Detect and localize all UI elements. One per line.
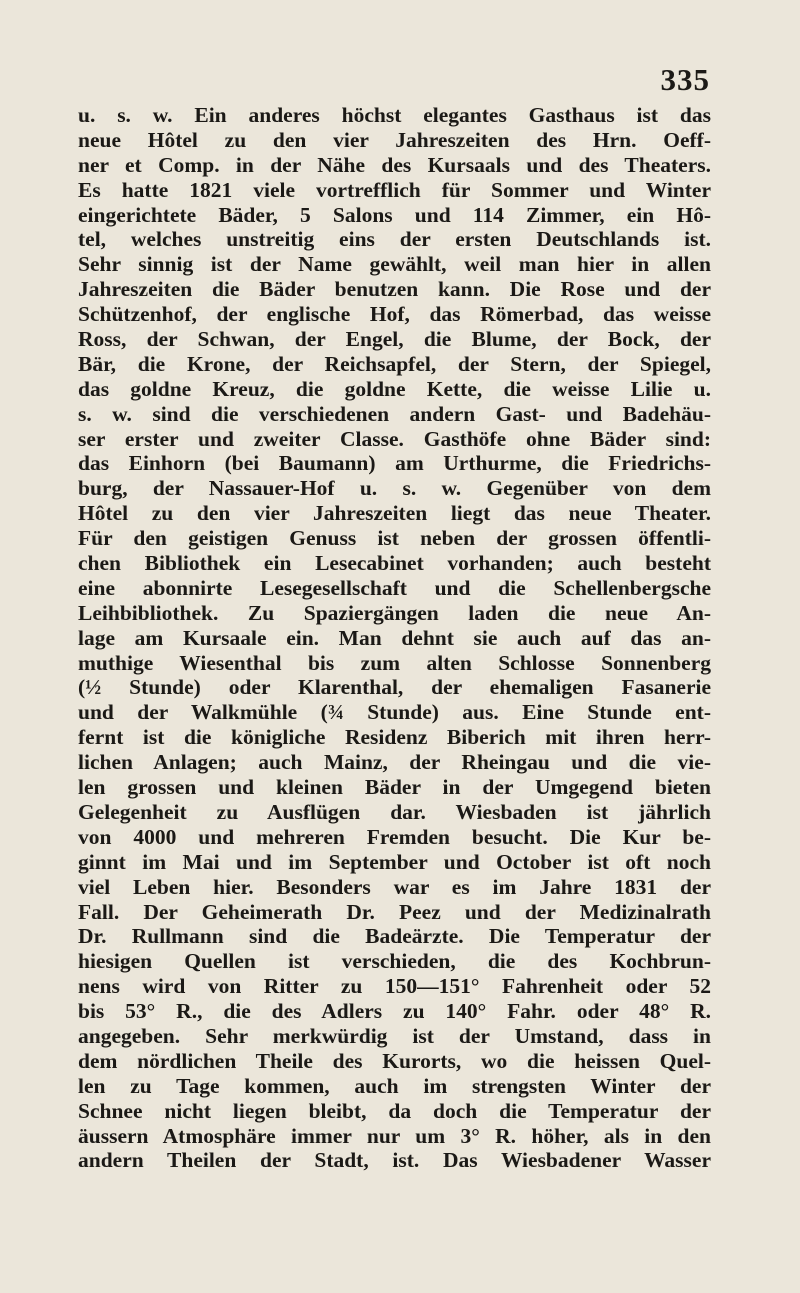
text-line: das Einhorn (bei Baumann) am Urthurme, die Friedrichs- <box>78 451 711 476</box>
text-line: bis 53° R., die des Adlers zu 140° Fahr. oder 48° R. <box>78 999 711 1024</box>
text-line: ginnt im Mai und im September und October ist oft noch <box>78 849 711 874</box>
text-line: burg, der Nassauer-Hof u. s. w. Gegenüber von dem <box>78 476 711 501</box>
text-line: lichen Anlagen; auch Mainz, der Rheingau und die vie- <box>78 750 711 775</box>
text-line: muthige Wiesenthal bis zum alten Schlosse Sonnenberg <box>78 650 711 675</box>
body-text <box>78 103 711 1173</box>
text-line: lage am Kursaale ein. Man dehnt sie auch auf das an- <box>78 625 711 650</box>
text-line: tel, welches unstreitig eins der ersten Deutschlands ist. <box>78 227 711 252</box>
text-line: andern Theilen der Stadt, ist. Das Wiesbadener Wasser <box>78 1148 711 1173</box>
text-line: Schnee nicht liegen bleibt, da doch die Temperatur der <box>78 1098 711 1123</box>
text-line: Fall. Der Geheimerath Dr. Peez und der Medizinalrath <box>78 899 711 924</box>
text-line: und der Walkmühle (¾ Stunde) aus. Eine Stunde ent- <box>78 700 711 725</box>
text-line: Leihbibliothek. Zu Spaziergängen laden die neue An- <box>78 600 711 625</box>
text-line: von 4000 und mehreren Fremden besucht. Die Kur be- <box>78 824 711 849</box>
text-line: Bär, die Krone, der Reichsapfel, der Stern, der Spiegel, <box>78 351 711 376</box>
text-line: dem nördlichen Theile des Kurorts, wo die heissen Quel- <box>78 1048 711 1073</box>
text-line: Für den geistigen Genuss ist neben der grossen öffentli- <box>78 526 711 551</box>
page-number: 335 <box>660 62 710 97</box>
text-line: ner et Comp. in der Nähe des Kursaals und des Theaters. <box>78 152 711 177</box>
text-line: s. w. sind die verschiedenen andern Gast- und Badehäu- <box>78 401 711 426</box>
text-line: Dr. Rullmann sind die Badeärzte. Die Temperatur der <box>78 924 711 949</box>
text-line: angegeben. Sehr merkwürdig ist der Umstand, dass in <box>78 1023 711 1048</box>
text-line: nens wird von Ritter zu 150—151° Fahrenheit oder 52 <box>78 974 711 999</box>
text-line: Gelegenheit zu Ausflügen dar. Wiesbaden ist jährlich <box>78 799 711 824</box>
text-line: Es hatte 1821 viele vortrefflich für Sommer und Winter <box>78 177 711 202</box>
text-line: viel Leben hier. Besonders war es im Jahre 1831 der <box>78 874 711 899</box>
text-line: Ross, der Schwan, der Engel, die Blume, der Bock, der <box>78 327 711 352</box>
text-line: u. s. w. Ein anderes höchst elegantes Gasthaus ist das <box>78 103 711 127</box>
text-line: äussern Atmosphäre immer nur um 3° R. höher, als in den <box>78 1123 711 1148</box>
text-line: chen Bibliothek ein Lesecabinet vorhanden; auch besteht <box>78 551 711 576</box>
text-line: fernt ist die königliche Residenz Biberich mit ihren herr- <box>78 725 711 750</box>
text-line: Schützenhof, der englische Hof, das Römerbad, das weisse <box>78 302 711 327</box>
text-line: das goldne Kreuz, die goldne Kette, die weisse Lilie u. <box>78 376 711 401</box>
text-line: (½ Stunde) oder Klarenthal, der ehemaligen Fasanerie <box>78 675 711 700</box>
text-line: len grossen und kleinen Bäder in der Umgegend bieten <box>78 775 711 800</box>
text-line: len zu Tage kommen, auch im strengsten Winter der <box>78 1073 711 1098</box>
text-line: eine abonnirte Lesegesellschaft und die Schellenbergsche <box>78 575 711 600</box>
text-line: Sehr sinnig ist der Name gewählt, weil man hier in allen <box>78 252 711 277</box>
text-line: Hôtel zu den vier Jahreszeiten liegt das neue Theater. <box>78 501 711 526</box>
text-line: Jahreszeiten die Bäder benutzen kann. Die Rose und der <box>78 277 711 302</box>
text-line: hiesigen Quellen ist verschieden, die des Kochbrun- <box>78 949 711 974</box>
text-line: ser erster und zweiter Classe. Gasthöfe ohne Bäder sind: <box>78 426 711 451</box>
text-line: neue Hôtel zu den vier Jahreszeiten des Hrn. Oeff- <box>78 127 711 152</box>
text-line: eingerichtete Bäder, 5 Salons und 114 Zimmer, ein Hô- <box>78 202 711 227</box>
